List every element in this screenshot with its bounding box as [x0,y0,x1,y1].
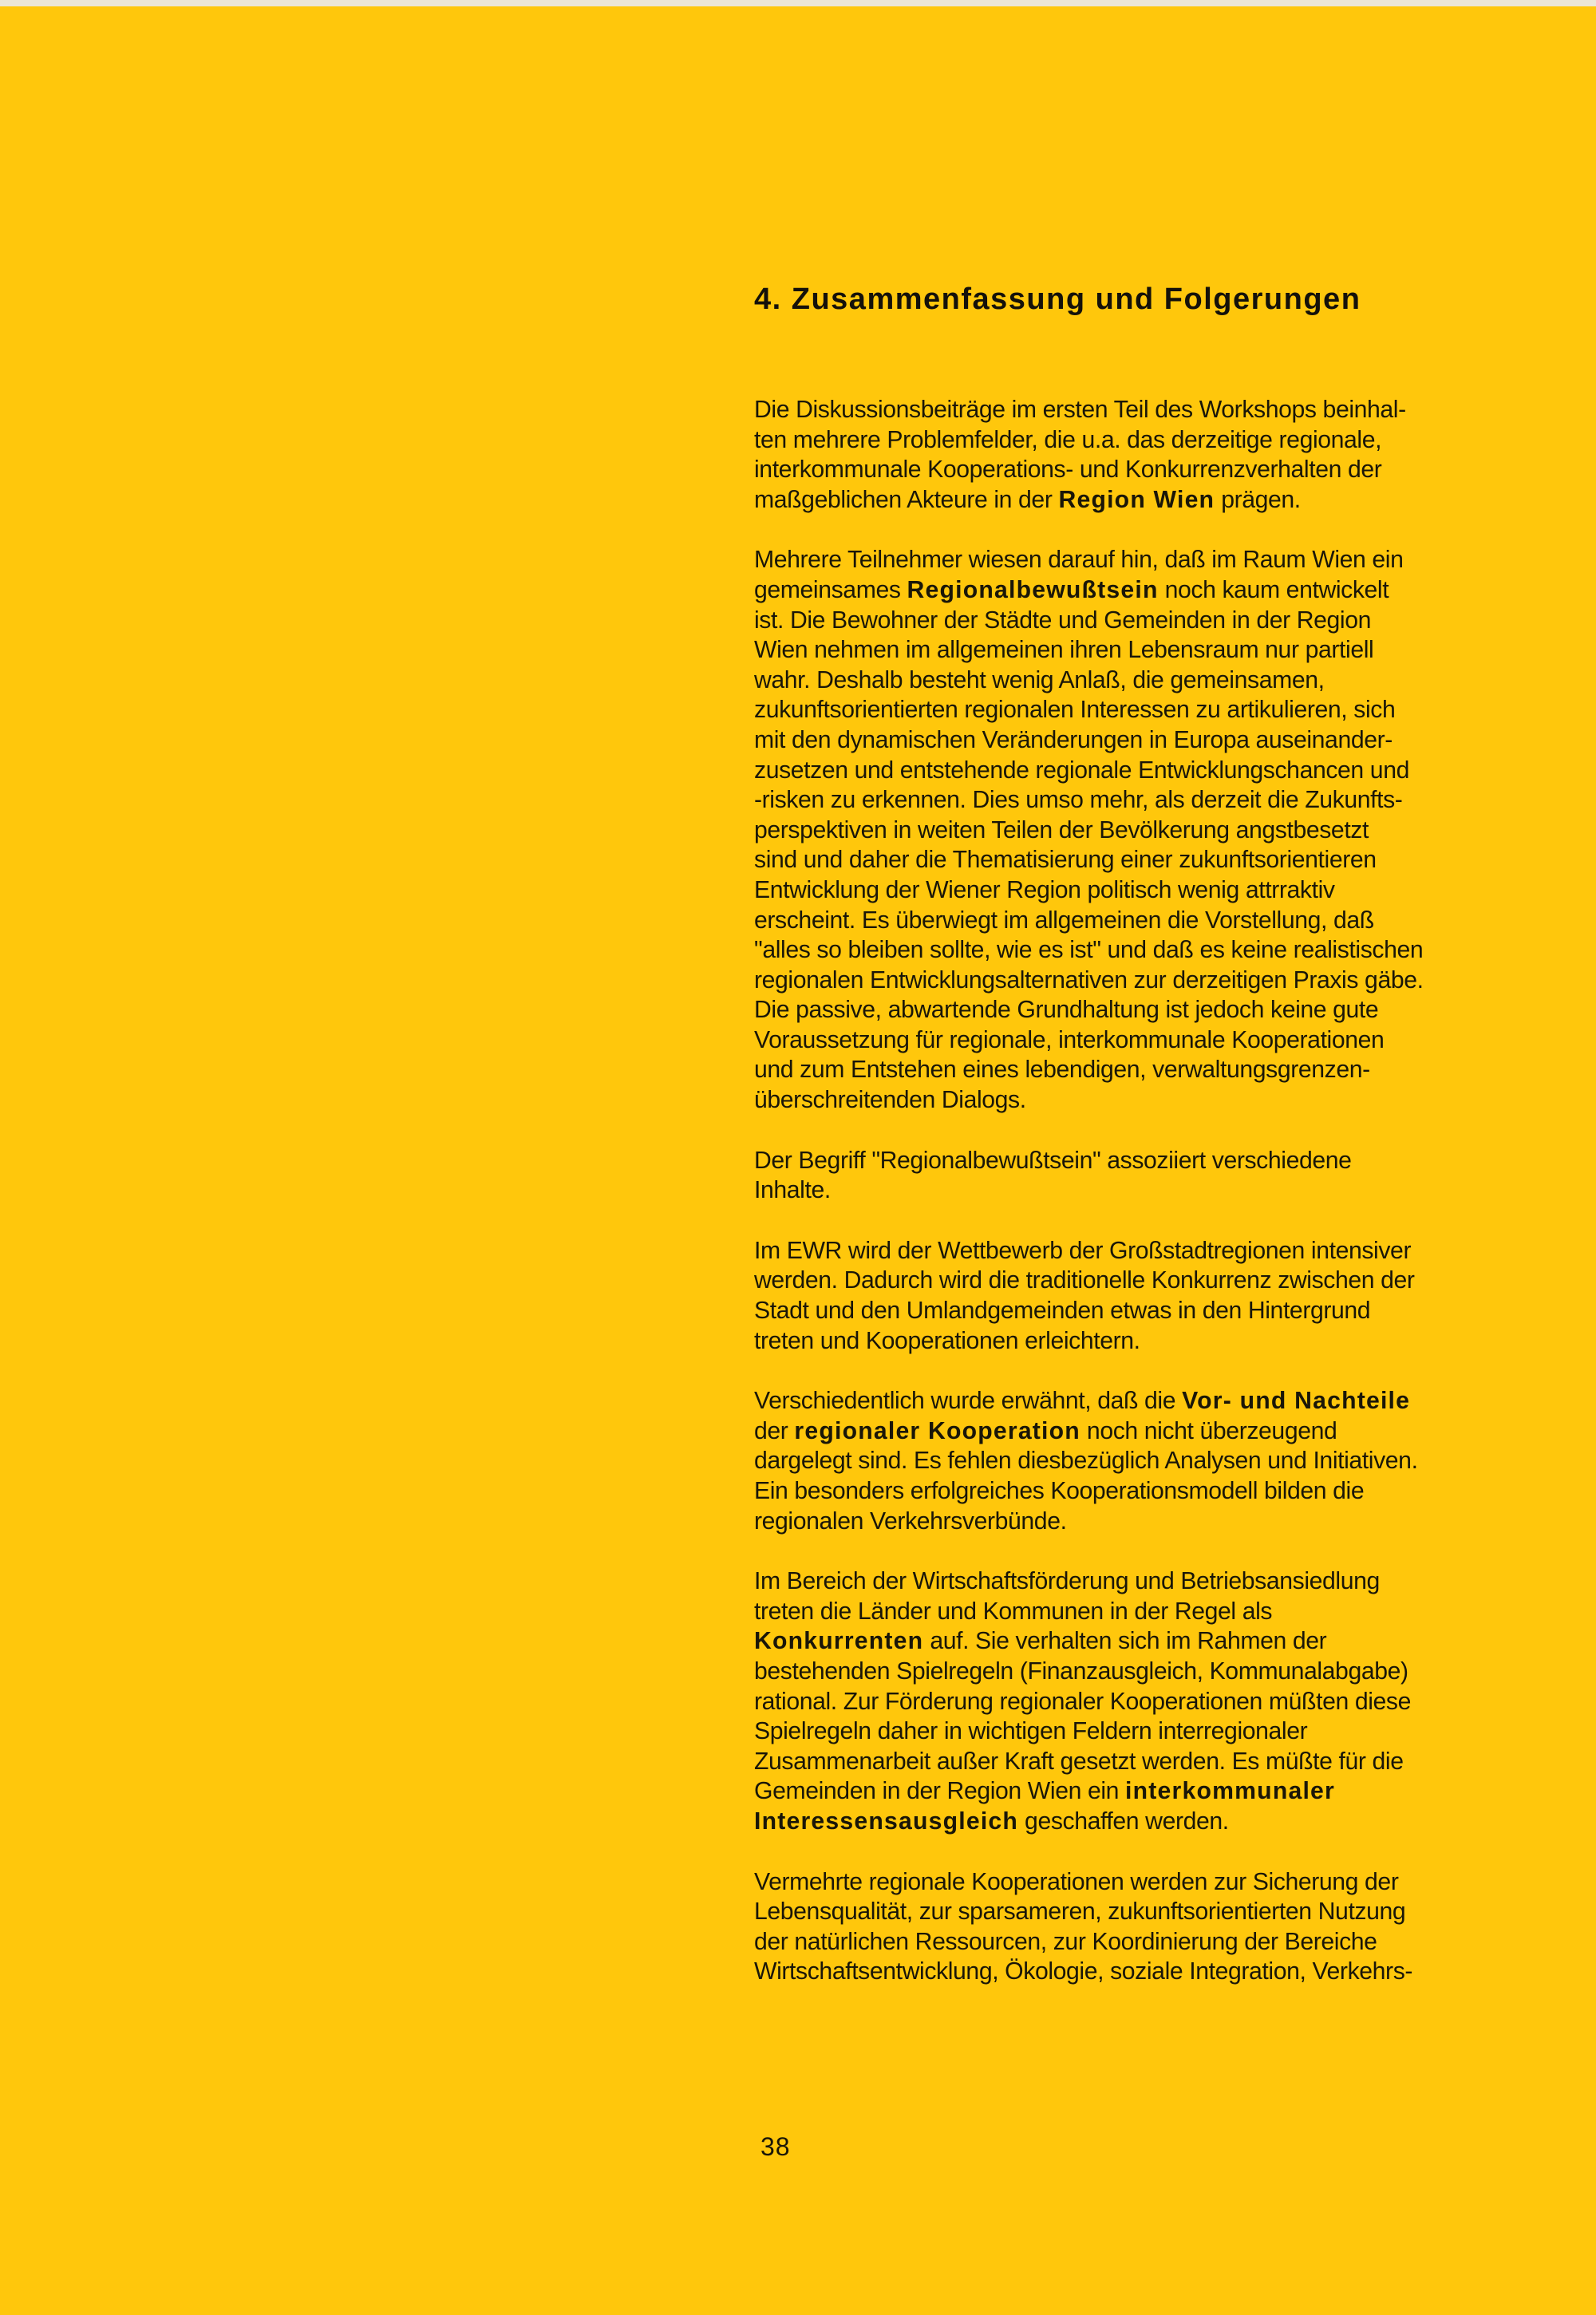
paragraph-7 [754,1867,1560,1987]
emphasis-text: Region Wien [1058,486,1215,513]
paragraph-text: der [754,1417,795,1444]
emphasis-text: Regionalbewußtsein [907,576,1159,603]
paragraph-4 [754,1236,1560,1356]
paragraph-2 [754,545,1560,1115]
paragraph-text: noch kaum entwickelt ist. Die Bewohner der Städte und Gemeinden in der Region Wien nehmen im allgemeinen ihren Lebensraum nur partiell wahr. Deshalb besteht wenig Anlaß, die gemeinsamen, zukunftsorientierten regionalen Interessen zu artikulieren, sich mit den dynamischen Veränderungen in Europa auseinander- zusetzen und entstehende regionale Entwicklungschancen und -risken zu erkennen. Dies umso mehr, als derzeit die Zukunfts- perspektiven in weiten Teilen der Bevölkerung angstbesetzt sind und daher die Thematisierung einer zukunftsorientieren Entwicklung der Wiener Region politisch wenig attrraktiv erscheint. Es überwiegt im allgemeinen die Vorstellung, daß "alles so bleiben sollte, wie es ist" und daß es keine realistischen regionalen Entwicklungsalternativen zur derzeitigen Praxis gäbe. Die passive, abwartende Grundhaltung ist jedoch keine gute Voraussetzung für regionale, interkommunale Kooperationen und zum Entstehen eines lebendigen, verwaltungsgrenzen- überschreitenden Dialogs. [754,576,1424,1114]
paragraph-text: auf. Sie verhalten sich im Rahmen der bestehenden Spielregeln (Finanzausgleich, Kommunalabgabe) rational. Zur Förderung regionaler Kooperationen müßten diese Spielregeln daher in wichtigen Feldern interregionaler Zusammenarbeit außer Kraft gesetzt werden. Es müßte für die Gemeinden in der Region Wien ein [754,1628,1412,1805]
body-text [754,395,1560,1987]
emphasis-text: interkommunaler Interessensausgleich [754,1778,1335,1835]
emphasis-text: Vor- und Nachteile [1182,1388,1411,1415]
emphasis-text: regionaler Kooperation [794,1417,1080,1444]
paragraph-text: Mehrere Teilnehmer wiesen darauf hin, daß im Raum Wien ein gemeinsames [754,547,1404,603]
paragraph-text: Der Begriff "Regionalbewußtsein" assoziiert verschiedene Inhalte. [754,1147,1352,1204]
paragraph-text: Im Bereich der Wirtschaftsförderung und Betriebsansiedlung treten die Länder und Kommunen in der Regel als [754,1568,1380,1625]
paragraph-text: noch nicht überzeugend dargelegt sind. Es fehlen diesbezüglich Analysen und Initiativen. Ein besonders erfolgreiches Kooperationsmodell bilden die regionalen Verkehrsverbünde. [754,1417,1418,1535]
paragraph-5 [754,1386,1560,1536]
page-top-edge [0,0,1596,6]
paragraph-text: Verschiedentlich wurde erwähnt, daß die [754,1388,1183,1415]
paragraph-text: Die Diskussionsbeiträge im ersten Teil des Workshops beinhal- ten mehrere Problemfelder, die u.a. das derzeitige regionale, interkommunale Kooperations- und Konkurrenzverhalten der maßgeblichen Akteure in der [754,397,1406,513]
paragraph-text: Vermehrte regionale Kooperationen werden zur Sicherung der Lebensqualität, zur sparsameren, zukunftsorientierten Nutzung der natürlichen Ressourcen, zur Koordinierung der Bereiche Wirtschaftsentwicklung, Ökologie, soziale Integration, Verkehrs- [754,1868,1413,1985]
page-number: 38 [760,2132,791,2161]
paragraph-6 [754,1566,1560,1836]
text-column [754,279,1560,2017]
paragraph-text: Im EWR wird der Wettbewerb der Großstadtregionen intensiver werden. Dadurch wird die traditionelle Konkurrenz zwischen der Stadt und den Umlandgemeinden etwas in den Hintergrund treten und Kooperationen erleichtern. [754,1237,1415,1354]
paragraph-3 [754,1146,1560,1206]
paragraph-text: prägen. [1215,486,1301,513]
emphasis-text: Konkurrenten [754,1628,924,1655]
section-heading: 4. Zusammenfassung und Folgerungen [754,282,1361,316]
paragraph-1 [754,395,1560,515]
paragraph-text: geschaffen werden. [1018,1807,1229,1835]
